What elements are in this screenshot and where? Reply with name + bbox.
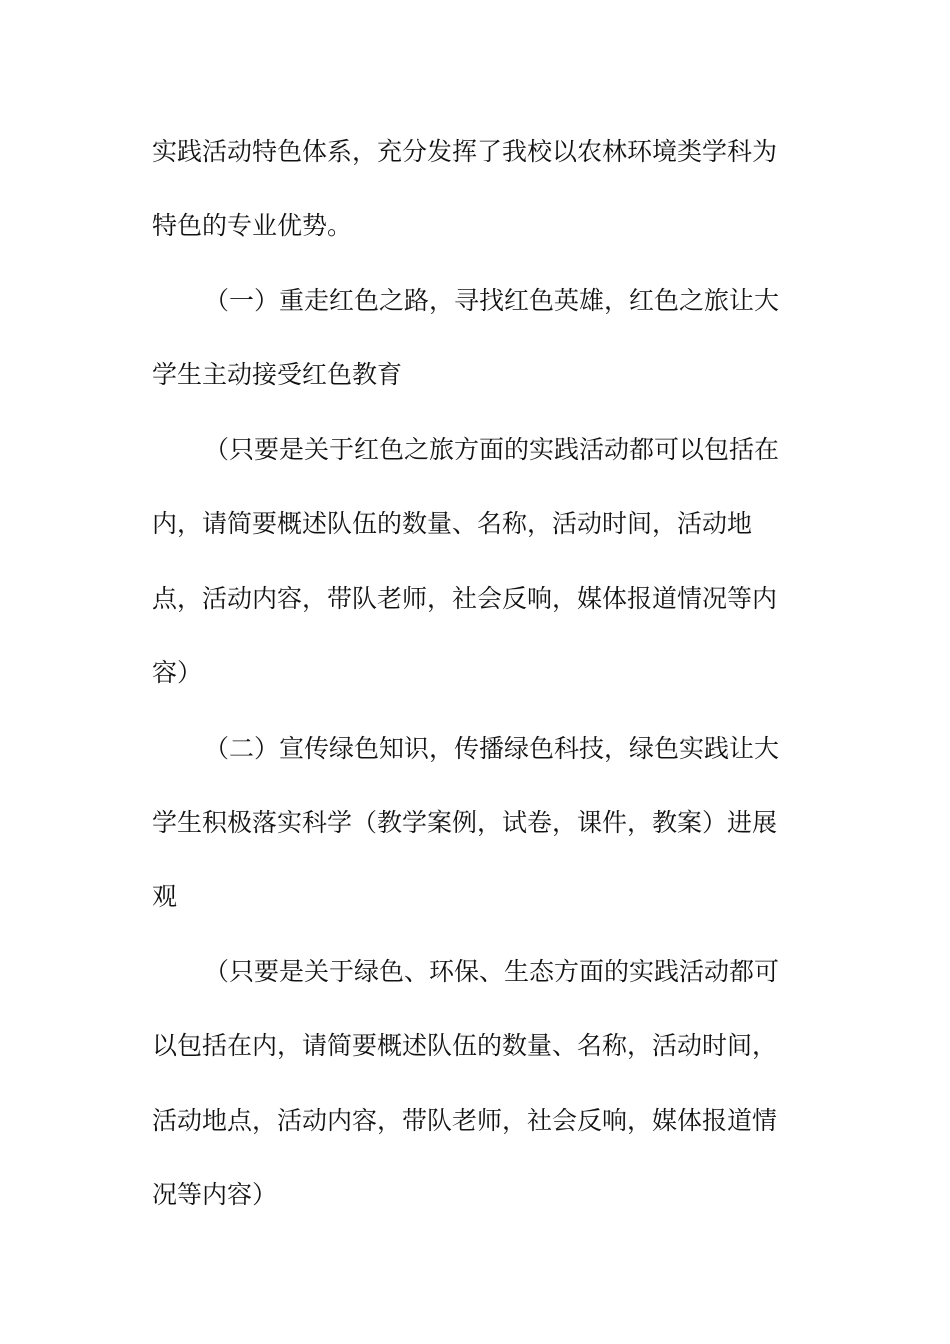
section-heading-2-line-2: 学生积极落实科学（教学案例，试卷，课件，教案）进展 <box>152 808 778 837</box>
section-heading-1-line-2: 学生主动接受红色教育 <box>152 360 403 389</box>
note-2-line-2: 以包括在内，请简要概述队伍的数量、名称，活动时间， <box>152 1031 778 1060</box>
section-heading-2-line-3: 观 <box>152 882 178 911</box>
note-1-line-4: 容） <box>152 658 203 687</box>
note-1-line-2: 内，请简要概述队伍的数量、名称，活动时间，活动地 <box>152 509 753 538</box>
note-2-line-4: 况等内容） <box>152 1180 278 1209</box>
note-1-line-1: （只要是关于红色之旅方面的实践活动都可以包括在 <box>204 435 780 464</box>
note-2-line-1: （只要是关于绿色、环保、生态方面的实践活动都可 <box>204 957 780 986</box>
section-heading-1-line-1: （一）重走红色之路，寻找红色英雄，红色之旅让大 <box>204 286 780 315</box>
paragraph-line-1: 实践活动特色体系，充分发挥了我校以农林环境类学科为 <box>152 137 778 166</box>
section-heading-2-line-1: （二）宣传绿色知识，传播绿色科技，绿色实践让大 <box>204 734 780 763</box>
note-2-line-3: 活动地点，活动内容，带队老师，社会反响，媒体报道情 <box>152 1106 778 1135</box>
note-1-line-3: 点，活动内容，带队老师，社会反响，媒体报道情况等内 <box>152 584 778 613</box>
paragraph-line-2: 特色的专业优势。 <box>152 211 353 240</box>
